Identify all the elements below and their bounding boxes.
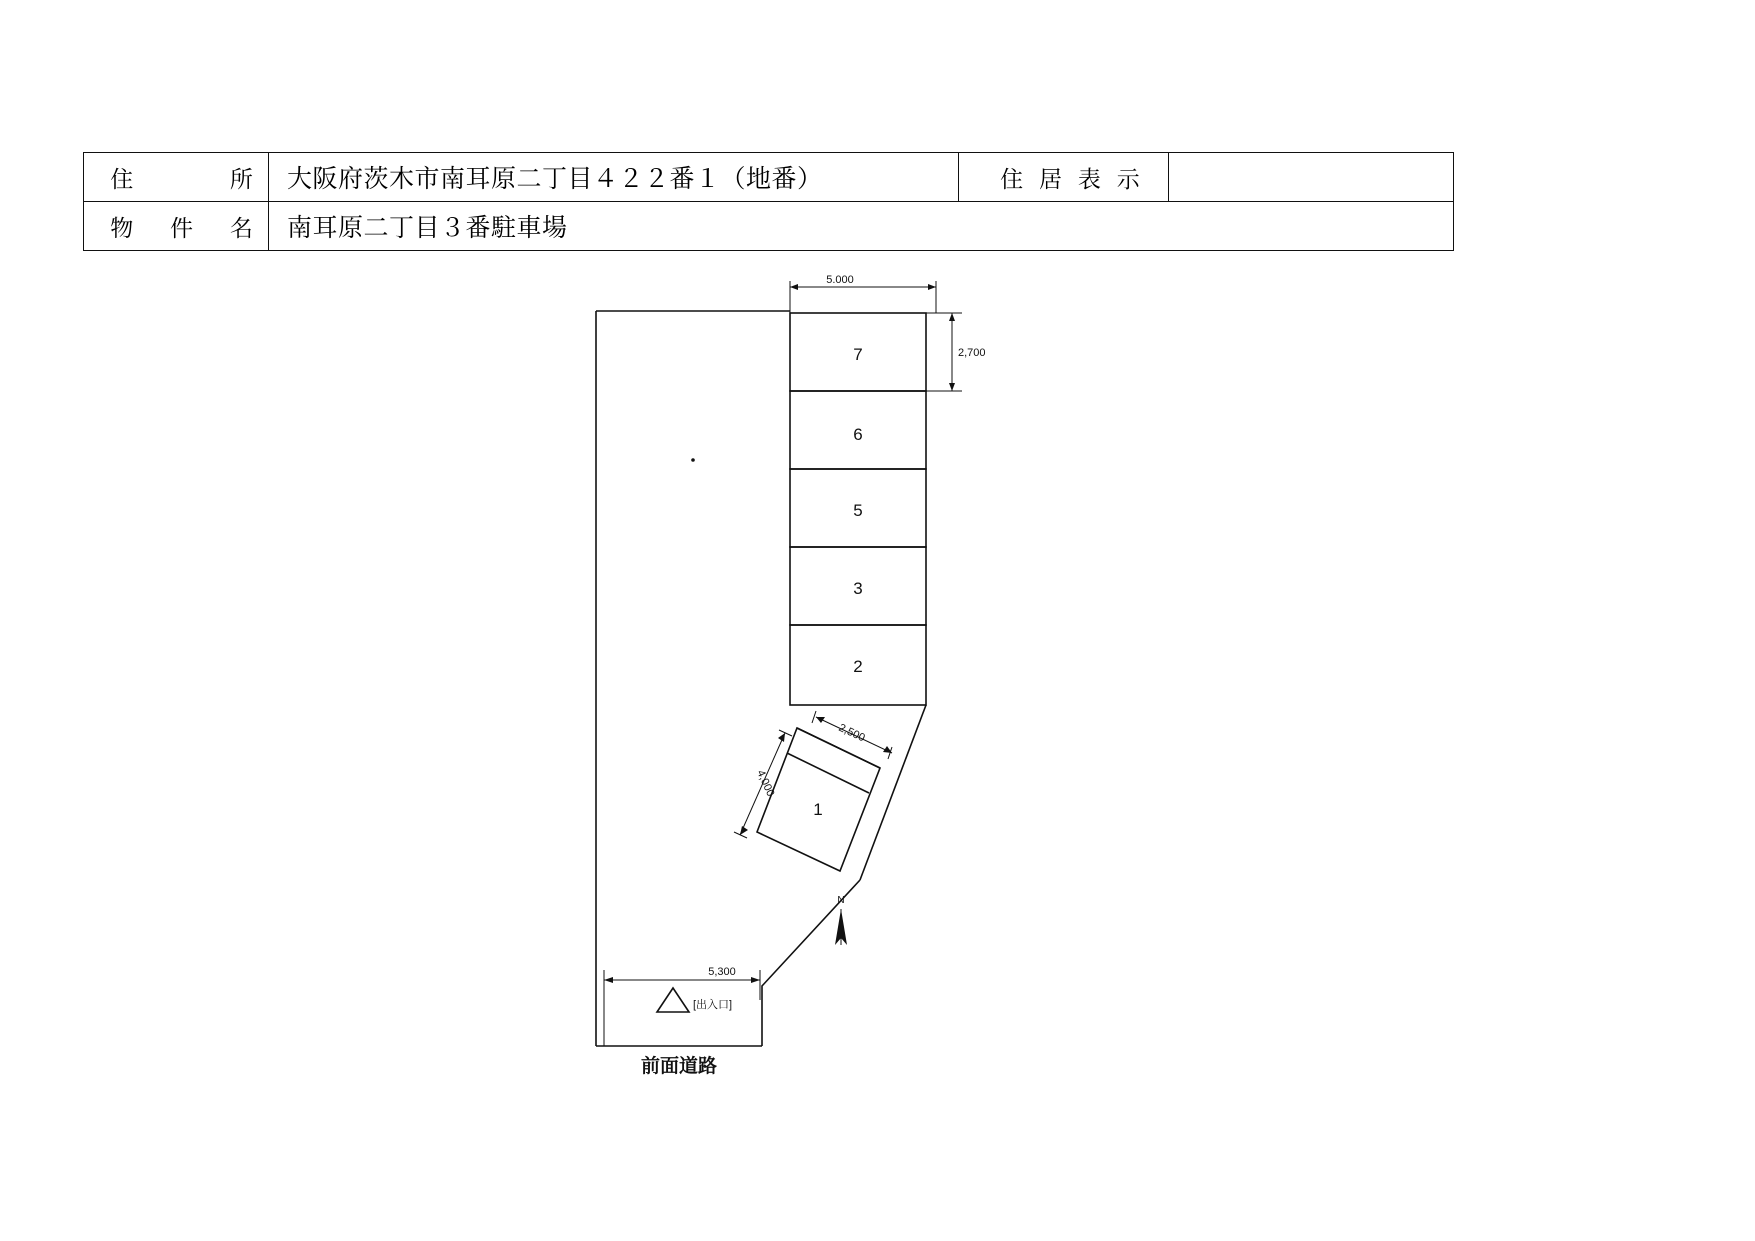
stall-1-inner-line	[787, 753, 869, 793]
dimension-top-width	[790, 274, 936, 313]
property-name-label: 物 件 名	[84, 202, 269, 251]
dimension-angled-length	[734, 730, 792, 838]
north-label: N	[837, 895, 845, 906]
dimension-stall-depth-label: 2,700	[958, 347, 986, 359]
stall-label-5: 5	[853, 501, 863, 520]
entrance-marker-icon	[657, 988, 732, 1012]
address-value: 大阪府茨木市南耳原二丁目４２２番１（地番）	[269, 153, 959, 202]
stall-1-group	[757, 728, 880, 871]
property-name-value: 南耳原二丁目３番駐車場	[269, 202, 1454, 251]
dimension-top-width-label: 5.000	[826, 274, 854, 286]
entrance-label: [出入口]	[693, 999, 733, 1011]
stall-label-3: 3	[853, 579, 863, 598]
dimension-angled-width-label: 2,500	[836, 721, 867, 745]
dimension-stall-depth	[926, 313, 986, 391]
dimension-frontage	[604, 966, 760, 1046]
north-arrow-icon	[835, 895, 847, 945]
stall-1-top-edge	[797, 728, 880, 768]
residence-display-label: 住 居 表 示	[959, 153, 1169, 202]
scan-speck	[691, 458, 695, 462]
address-label: 住 所	[84, 153, 269, 202]
front-road-label: 前面道路	[640, 1056, 718, 1077]
dimension-angled-length-label: 4,000	[754, 768, 777, 799]
stall-label-7: 7	[853, 345, 863, 364]
dimension-angled-width	[812, 711, 892, 759]
stall-label-6: 6	[853, 425, 863, 444]
dimension-frontage-label: 5,300	[708, 966, 736, 978]
stall-label-1: 1	[813, 800, 823, 819]
stall-block	[790, 313, 926, 705]
stall-label-2: 2	[853, 657, 863, 676]
site-boundary	[596, 311, 863, 1046]
